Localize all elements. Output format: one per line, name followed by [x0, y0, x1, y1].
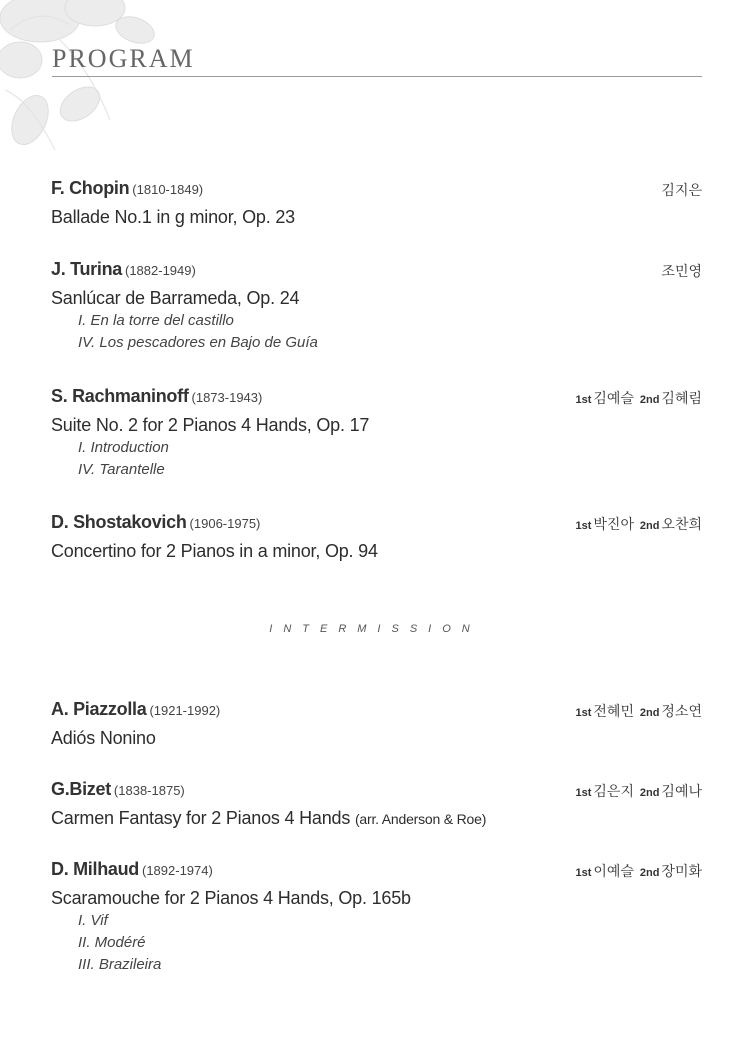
composer-years: (1810-1849) [132, 182, 204, 197]
movement: I. En la torre del castillo [78, 312, 234, 329]
composer-name: D. Shostakovich [51, 512, 187, 532]
first-performer: 김은지 [593, 783, 634, 799]
second-label: 2nd [639, 867, 660, 879]
program-item [51, 178, 702, 229]
first-performer: 박진아 [593, 516, 634, 532]
arrangement-note: (arr. Anderson & Roe) [354, 811, 487, 827]
second-label: 2nd [639, 520, 660, 532]
performers [573, 388, 702, 408]
composer-years: (1906-1975) [189, 516, 261, 531]
movement: I. Introduction [78, 439, 169, 456]
first-label: 1st [575, 394, 592, 406]
performers [573, 701, 702, 721]
movement: II. Modéré [78, 934, 146, 951]
composer-years: (1873-1943) [191, 390, 263, 405]
movement: IV. Tarantelle [78, 461, 165, 478]
first-label: 1st [575, 520, 592, 532]
piece-title: Scaramouche for 2 Pianos 4 Hands, Op. 165b [51, 888, 411, 908]
program-item [51, 859, 702, 976]
composer-name: D. Milhaud [51, 859, 139, 879]
movement: III. Brazileira [78, 956, 162, 973]
composer-name: G.Bizet [51, 779, 111, 799]
floral-decoration-image [0, 0, 170, 160]
second-performer: 정소연 [661, 703, 702, 719]
second-performer: 장미화 [661, 863, 702, 879]
performer-name: 김지은 [661, 182, 702, 198]
movement: IV. Los pescadores en Bajo de Guía [78, 334, 318, 351]
second-label: 2nd [639, 707, 660, 719]
second-label: 2nd [639, 394, 660, 406]
piece-title-text: Carmen Fantasy for 2 Pianos 4 Hands [51, 808, 351, 828]
piece-title: Sanlúcar de Barrameda, Op. 24 [51, 288, 300, 308]
performer-name: 조민영 [661, 263, 702, 279]
composer-years: (1882-1949) [124, 263, 196, 278]
composer-name: A. Piazzolla [51, 699, 147, 719]
piece-title: Adiós Nonino [51, 728, 156, 748]
composer-years: (1892-1974) [142, 863, 213, 878]
first-performer: 김예슬 [593, 390, 634, 406]
composer-years: (1838-1875) [113, 783, 185, 798]
composer-years: (1921-1992) [149, 703, 221, 718]
piece-title [51, 806, 702, 831]
composer-name: S. Rachmaninoff [51, 386, 189, 406]
second-performer: 김혜림 [661, 390, 702, 406]
program-item [51, 699, 702, 750]
page-title: PROGRAM [52, 44, 195, 73]
piece-title: Ballade No.1 in g minor, Op. 23 [51, 207, 295, 227]
first-performer: 이예슬 [593, 863, 634, 879]
piece-title: Concertino for 2 Pianos in a minor, Op. 94 [51, 541, 378, 561]
first-performer: 전혜민 [593, 703, 634, 719]
program-item [51, 386, 702, 481]
second-performer: 오찬희 [661, 516, 702, 532]
composer-name: J. Turina [51, 259, 122, 279]
composer-name: F. Chopin [51, 178, 130, 198]
performers [573, 781, 702, 801]
performers [573, 514, 702, 534]
program-item [51, 512, 702, 563]
second-label: 2nd [639, 787, 660, 799]
header-divider [52, 76, 702, 77]
program-item [51, 259, 702, 354]
first-label: 1st [575, 867, 592, 879]
intermission-label: INTERMISSION [269, 623, 481, 635]
piece-title: Suite No. 2 for 2 Pianos 4 Hands, Op. 17 [51, 415, 370, 435]
first-label: 1st [575, 787, 592, 799]
second-performer: 김예나 [661, 783, 702, 799]
program-item [51, 779, 702, 831]
movement: I. Vif [78, 912, 108, 929]
performers [573, 861, 702, 881]
first-label: 1st [575, 707, 592, 719]
